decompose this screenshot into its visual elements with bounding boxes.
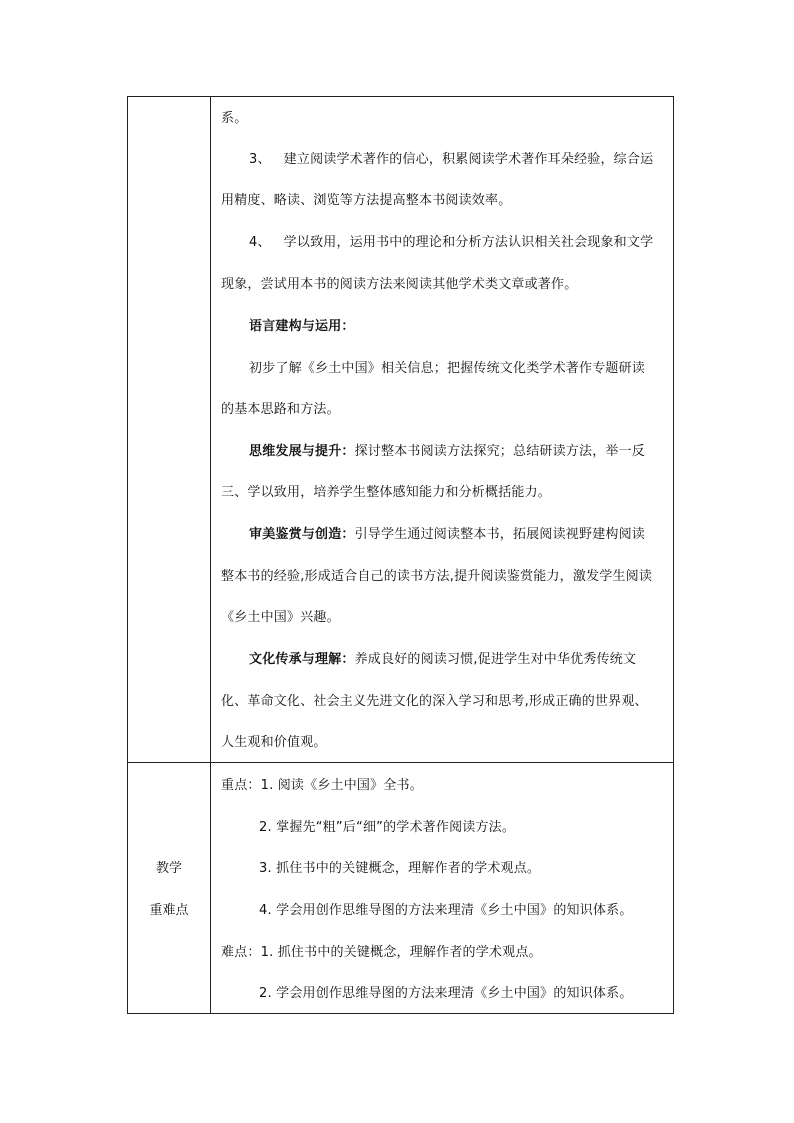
goal-item-4-number: 4、 (249, 235, 271, 250)
goal-item-3-text: 建立阅读学术著作的信心，积累阅读学术著作耳朵经验，综合运 (283, 152, 654, 167)
key-points-label-cell (128, 763, 211, 1014)
goal-item-4-line-2: 现象，尝试用本书的阅读方法来阅读其他学术类文章或著作。 (221, 277, 578, 292)
aesthetics-text: 引导学生通过阅读整本书，拓展阅读视野建构阅读 (354, 527, 646, 542)
culture-text: 养成良好的阅读习惯,促进学生对中华优秀传统文 (354, 652, 637, 667)
goals-line-continuation: 系。 (221, 111, 248, 126)
language-line-1: 初步了解《乡土中国》相关信息；把握传统文化类学术著作专题研读 (249, 361, 646, 376)
goals-row (128, 97, 674, 763)
focus-item-2: 2. 掌握先“粗”后“细”的学术著作阅读方法。 (259, 820, 516, 835)
goal-item-4-text: 学以致用，运用书中的理论和分析方法认识相关社会现象和文学 (283, 235, 654, 250)
lesson-plan-table (127, 96, 674, 1014)
language-line-2: 的基本思路和方法。 (221, 402, 340, 417)
key-points-row (128, 763, 674, 1014)
aesthetics-section-label: 审美鉴赏与创造： (249, 527, 355, 542)
language-section-heading: 语言建构与运用： (249, 319, 355, 334)
thinking-section-label: 思维发展与提升： (249, 444, 355, 459)
goal-item-3-line-2: 用精度、略读、浏览等方法提高整本书阅读效率。 (221, 193, 512, 208)
culture-section-label: 文化传承与理解： (249, 652, 355, 667)
goals-content-cell (211, 97, 674, 763)
focus-item-1: 重点：1. 阅读《乡土中国》全书。 (221, 778, 423, 793)
aesthetics-line-3: 《乡土中国》兴趣。 (221, 610, 340, 625)
thinking-text: 探讨整本书阅读方法探究；总结研读方法，举一反 (354, 444, 646, 459)
goals-label-cell (128, 97, 211, 763)
aesthetics-line-2: 整本书的经验,形成适合自己的读书方法,提升阅读鉴赏能力，激发学生阅读 (221, 569, 653, 584)
culture-line-3: 人生观和价值观。 (221, 735, 327, 750)
thinking-line-1 (249, 444, 645, 460)
thinking-line-2: 三、学以致用，培养学生整体感知能力和分析概括能力。 (221, 485, 552, 500)
key-points-content-cell (211, 763, 674, 1014)
culture-line-2: 化、革命文化、社会主义先进文化的深入学习和思考,形成正确的世界观、 (221, 694, 648, 709)
culture-line-1 (249, 652, 636, 668)
aesthetics-line-1 (249, 527, 645, 543)
difficulty-item-2: 2. 学会用创作思维导图的方法来理清《乡土中国》的知识体系。 (259, 986, 633, 1001)
key-points-label-line-2: 重难点 (149, 903, 189, 918)
focus-item-3: 3. 抓住书中的关键概念，理解作者的学术观点。 (259, 861, 541, 876)
focus-item-4: 4. 学会用创作思维导图的方法来理清《乡土中国》的知识体系。 (259, 903, 633, 918)
key-points-label-line-1: 教学 (155, 861, 182, 876)
goal-item-3-line-1 (249, 152, 653, 168)
goal-item-3-number: 3、 (249, 152, 271, 167)
goal-item-4-line-1 (249, 235, 653, 251)
difficulty-item-1: 难点：1. 抓住书中的关键概念，理解作者的学术观点。 (221, 945, 542, 960)
